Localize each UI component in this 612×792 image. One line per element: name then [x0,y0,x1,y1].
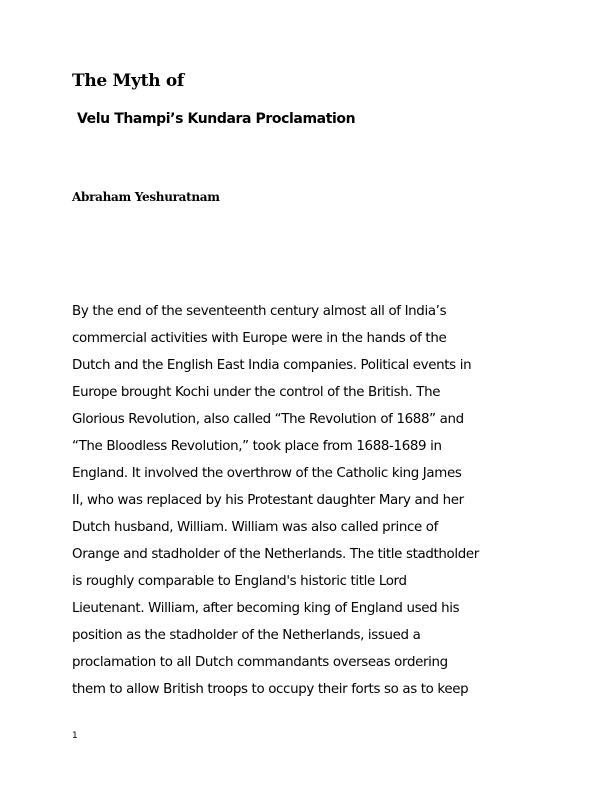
body-line: position as the stadholder of the Netherlands, issued a [72,628,421,643]
body-line: Orange and stadholder of the Netherlands. The title stadtholder [72,547,479,562]
body-paragraph [72,298,546,703]
body-line: Lieutenant. William, after becoming king of England used his [72,601,460,616]
body-line: them to allow British troops to occupy their forts so as to keep [72,682,469,697]
body-line: Dutch and the English East India companies. Political events in [72,358,472,373]
author-name: Abraham Yeshuratnam [72,190,220,204]
body-line: “The Bloodless Revolution,” took place from 1688-1689 in [72,439,442,454]
body-line: Glorious Revolution, also called “The Revolution of 1688” and [72,412,464,427]
page-number: 1 [72,731,78,741]
body-line: commercial activities with Europe were in the hands of the [72,331,447,346]
body-line: By the end of the seventeenth century almost all of India’s [72,304,447,319]
body-line: proclamation to all Dutch commandants overseas ordering [72,655,448,670]
title-line-1: The Myth of [72,71,184,91]
body-line: England. It involved the overthrow of the Catholic king James [72,466,462,481]
body-line: II, who was replaced by his Protestant daughter Mary and her [72,493,464,508]
body-line: Dutch husband, William. William was also called prince of [72,520,439,535]
title-line-2: Velu Thampi’s Kundara Proclamation [77,111,356,127]
body-line: Europe brought Kochi under the control of the British. The [72,385,441,400]
body-line: is roughly comparable to England's historic title Lord [72,574,407,589]
